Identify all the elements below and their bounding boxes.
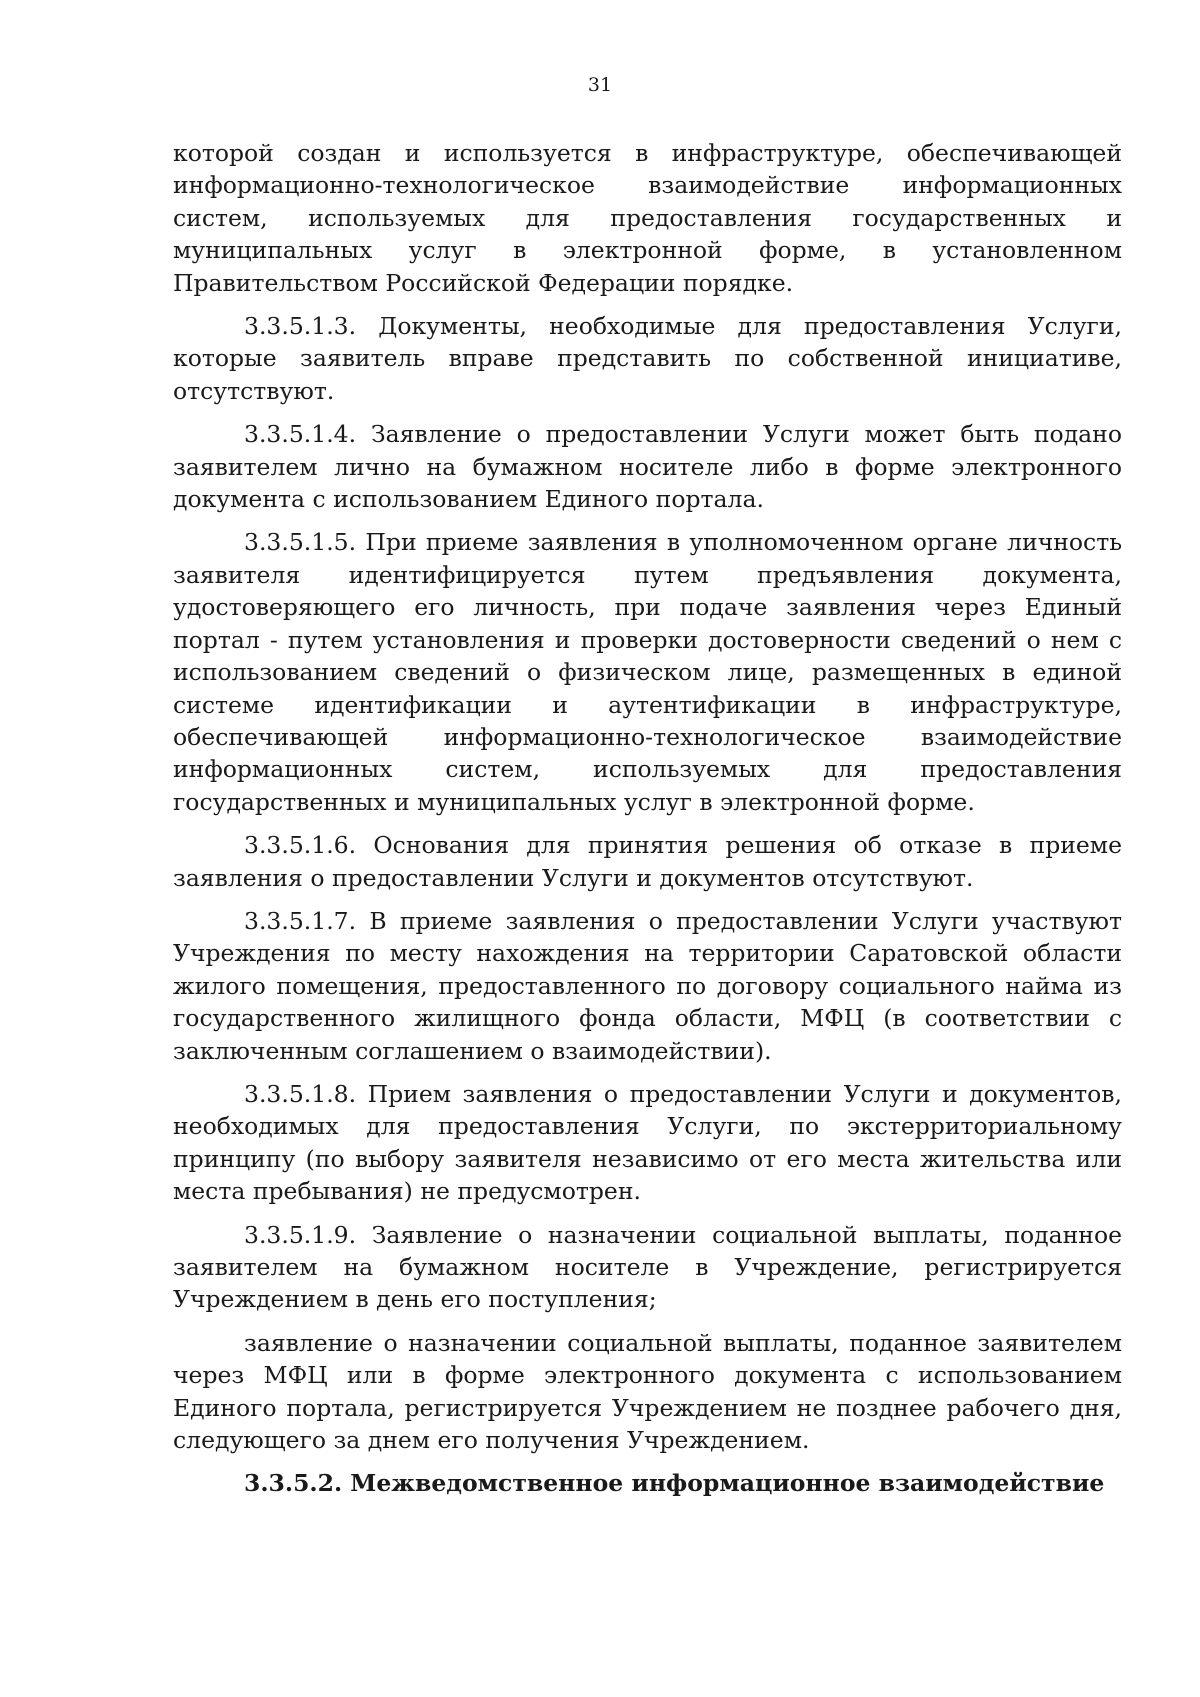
paragraph-continuation: которой создан и используется в инфраструктуре, обеспечивающей информационно-технологическое взаимодействие информационных систем, используемых для предоставления государственных и муниципальных услуг в электронной форме, в установленном Правительством Российской Федерации порядке. — [173, 139, 1122, 297]
paragraph-3-3-5-1-9: 3.3.5.1.9. Заявление о назначении социальной выплаты, поданное заявителем на бумажном носителе в Учреждение, регистрируется Учреждением в день его поступления; — [173, 1220, 1122, 1314]
paragraph-3-3-5-1-6: 3.3.5.1.6. Основания для принятия решения об отказе в приеме заявления о предоставлении Услуги и документов отсутствуют. — [173, 831, 1122, 892]
paragraph-registration: заявление о назначении социальной выплаты, поданное заявителем через МФЦ или в форме электронного документа с использованием Единого портала, регистрируется Учреждением не позднее рабочего дня, следующего за днем его получения Учреждением. — [173, 1328, 1122, 1455]
paragraph-3-3-5-1-7: 3.3.5.1.7. В приеме заявления о предоставлении Услуги участвуют Учреждения по месту нахождения на территории Саратовской области жилого помещения, предоставленного по договору социального найма из государственного жилищного фонда области, МФЦ (в соответствии с заключенным соглашением о взаимодействии). — [173, 906, 1122, 1065]
paragraph-3-3-5-1-3: 3.3.5.1.3. Документы, необходимые для предоставления Услуги, которые заявитель вправе представить по собственной инициативе, отсутствуют. — [173, 312, 1122, 405]
section-heading: 3.3.5.2. Межведомственное информационное взаимодействие — [244, 1469, 1105, 1498]
paragraph-3-3-5-1-8: 3.3.5.1.8. Прием заявления о предоставлении Услуги и документов, необходимых для предоставления Услуги, по экстерриториальному принципу (по выбору заявителя независимо от его места жительства или места пребывания) не предусмотрен. — [173, 1079, 1122, 1206]
page-number: 31 — [587, 74, 613, 96]
document-body — [173, 137, 1122, 1500]
paragraph-3-3-5-1-4: 3.3.5.1.4. Заявление о предоставлении Услуги может быть подано заявителем лично на бумажном носителе либо в форме электронного документа с использованием Единого портала. — [173, 420, 1122, 514]
paragraph-3-3-5-1-5: 3.3.5.1.5. При приеме заявления в уполномоченном органе личность заявителя идентифицируется путем предъявления документа, удостоверяющего его личность, при подаче заявления через Единый портал - путем установления и проверки достоверности сведений о нем с использованием сведений о физическом лице, размещенных в единой системе идентификации и аутентификации в инфраструктуре, обеспечивающей информационно-технологическое взаимодействие информационных систем, используемых для предоставления государственных и муниципальных услуг в электронной форме. — [173, 528, 1122, 816]
